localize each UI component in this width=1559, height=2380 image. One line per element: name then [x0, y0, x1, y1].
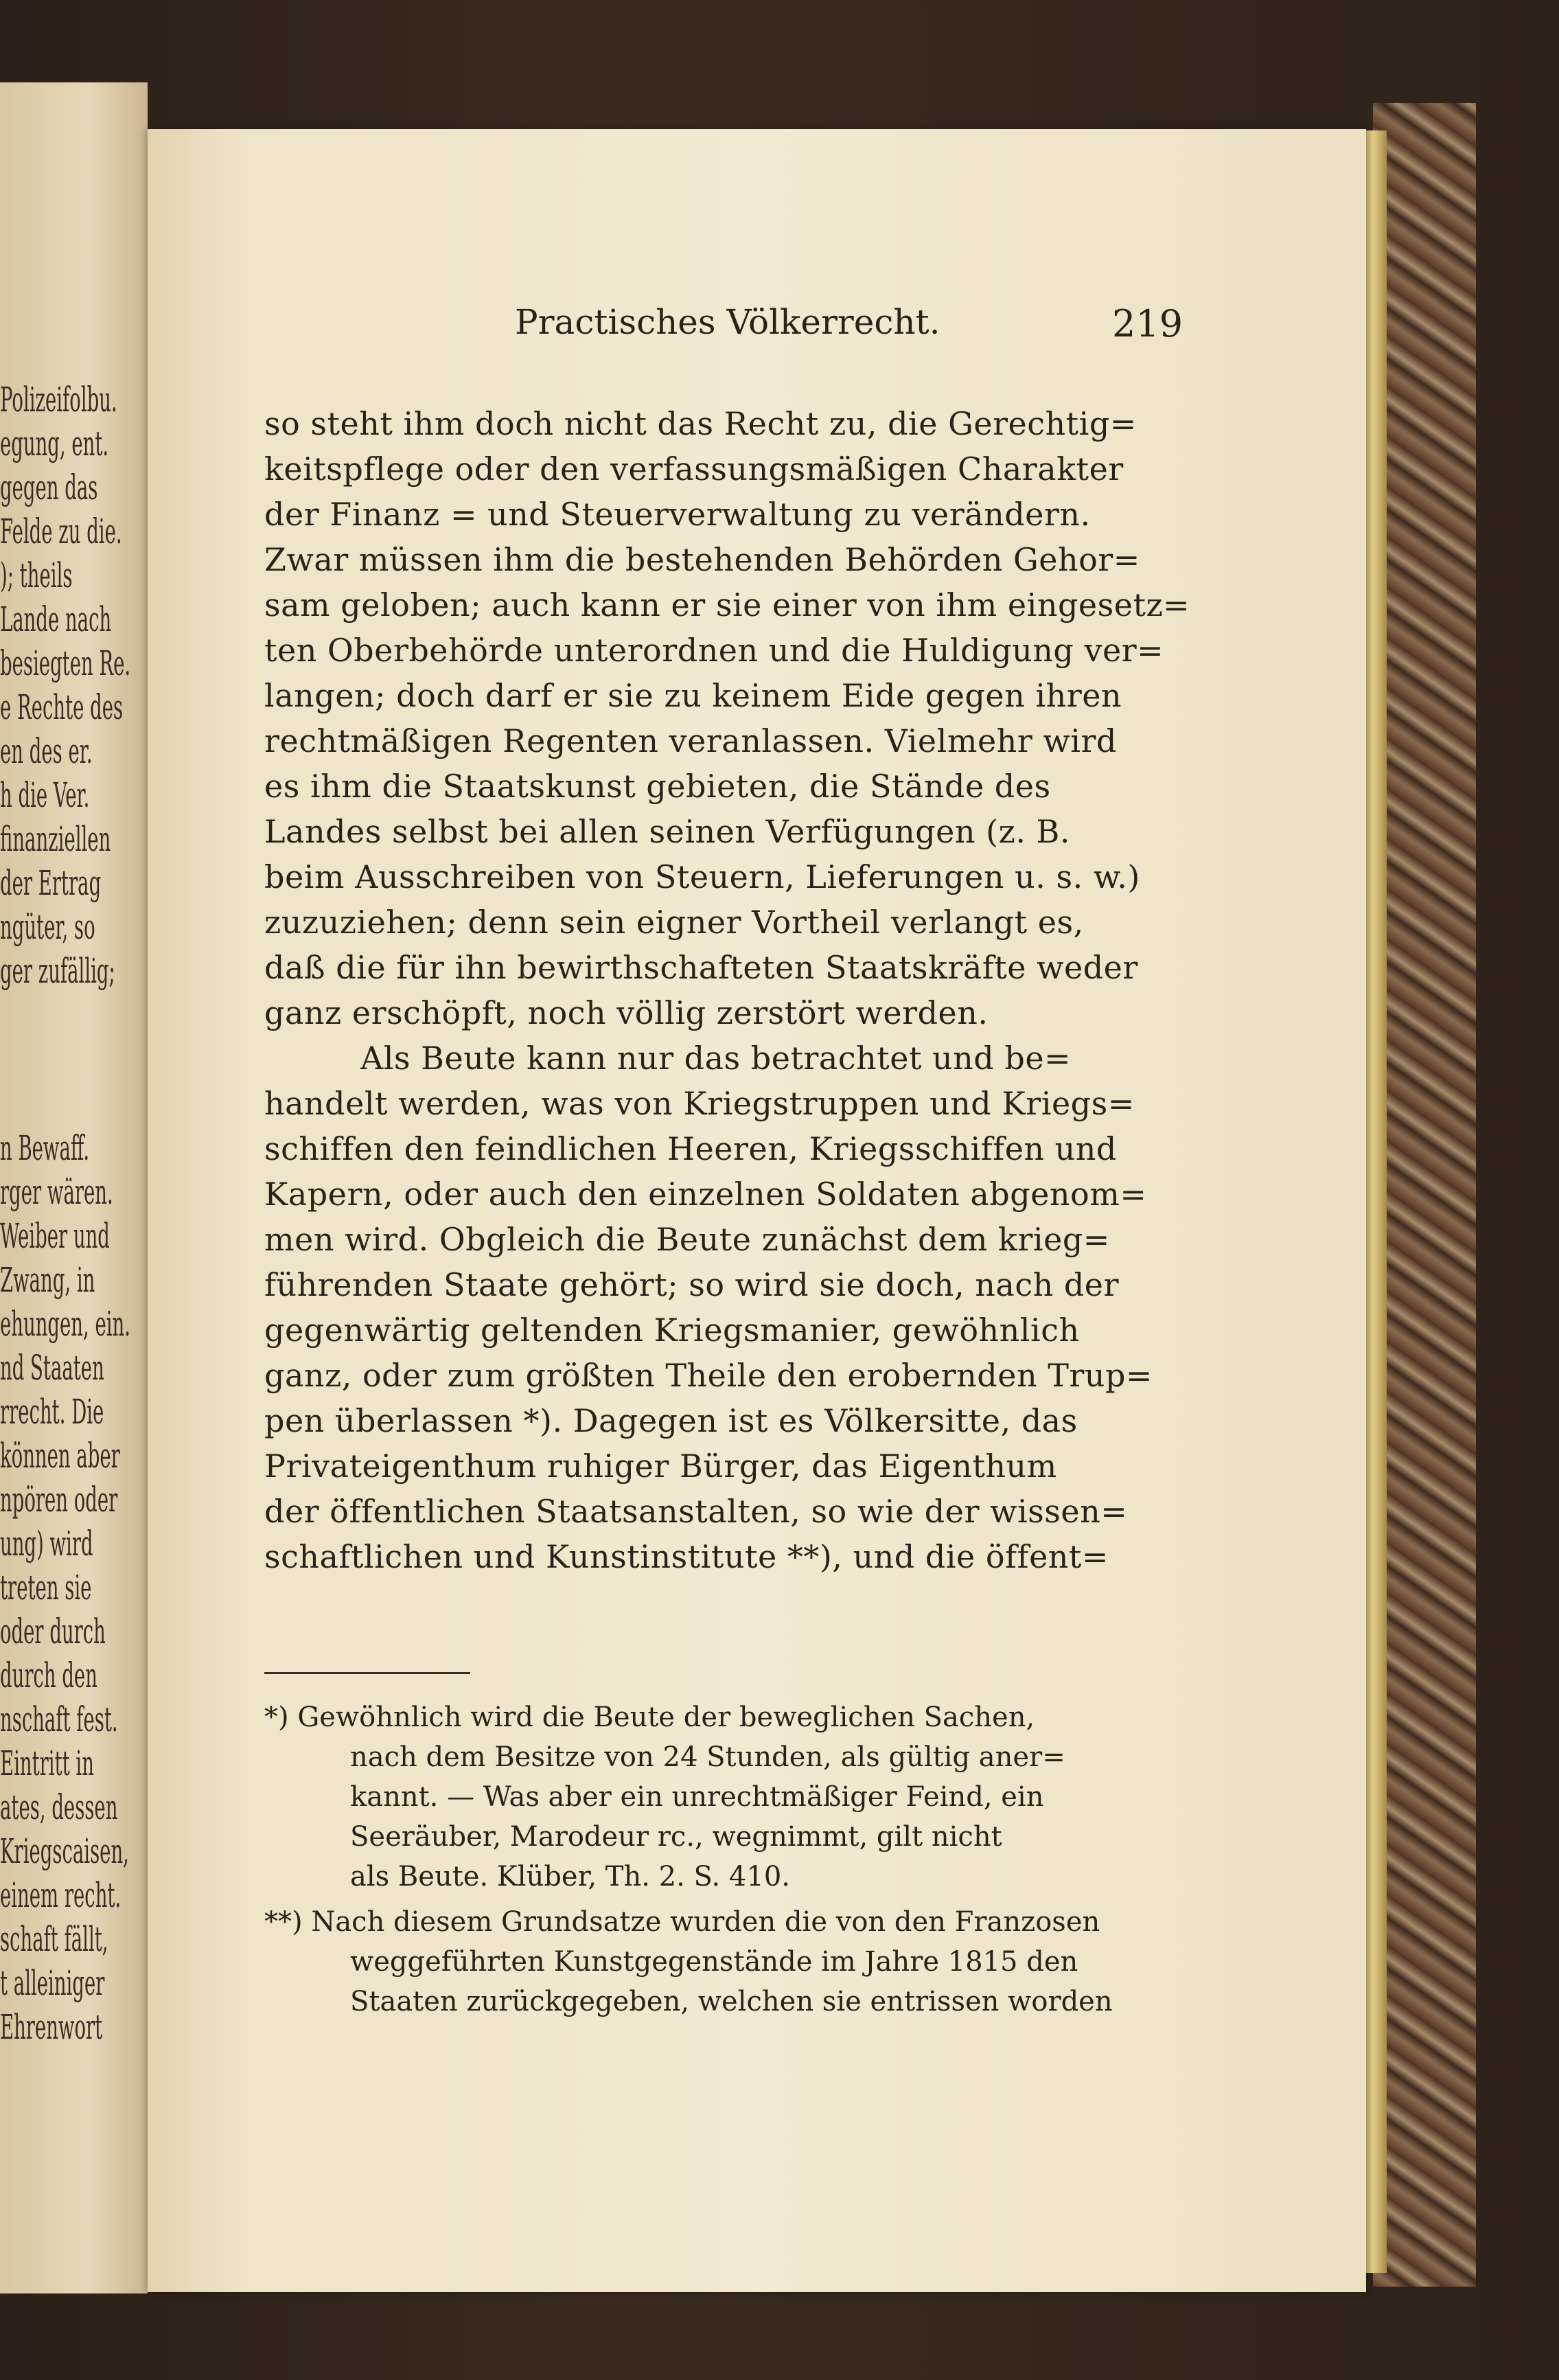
marbled-book-edge: [1373, 103, 1476, 2287]
left-page-fragment: gegen das: [0, 468, 98, 507]
left-page-fragment: Felde zu die.: [0, 512, 122, 551]
body-line: schaftlichen und Kunstinstitute **), und die öffent=: [264, 1538, 1109, 1575]
footnote-line: *) Gewöhnlich wird die Beute der beweglichen Sachen,: [264, 1702, 1035, 1733]
left-page-fragment: treten sie: [0, 1568, 92, 1607]
footnote-rule: [264, 1672, 470, 1674]
footnote-line: als Beute. Klüber, Th. 2. S. 410.: [350, 1861, 790, 1892]
left-page-fragment: Polizeifolbu.: [0, 380, 117, 420]
left-page-fragment: n Bewaff.: [0, 1128, 90, 1168]
body-line: der öffentlichen Staatsanstalten, so wie der wissen=: [264, 1493, 1128, 1530]
body-line: zuzuziehen; denn sein eigner Vortheil verlangt es,: [264, 904, 1084, 941]
body-line: rechtmäßigen Regenten veranlassen. Vielmehr wird: [264, 722, 1117, 759]
footnote-line: nach dem Besitze von 24 Stunden, als gültig aner=: [350, 1741, 1065, 1773]
page-header: [515, 302, 1201, 357]
left-page-fragment: ehungen, ein.: [0, 1304, 131, 1344]
body-line: ganz, oder zum größten Theile den erobernden Trup=: [264, 1357, 1153, 1394]
body-line: handelt werden, was von Kriegstruppen und Kriegs=: [264, 1085, 1135, 1122]
body-line: der Finanz = und Steuerverwaltung zu verändern.: [264, 496, 1091, 533]
left-page-fragment: e Rechte des: [0, 687, 124, 727]
left-page-fragment: finanziellen: [0, 819, 111, 859]
body-line: sam geloben; auch kann er sie einer von ihm eingesetz=: [264, 586, 1190, 623]
body-line: beim Ausschreiben von Steuern, Lieferungen u. s. w.): [264, 858, 1140, 895]
left-page-fragment: t alleiniger: [0, 1963, 105, 2003]
left-page-fragment: ngüter, so: [0, 907, 95, 947]
footnote-line: weggeführten Kunstgegenstände im Jahre 1815 den: [350, 1946, 1078, 1978]
body-line: schiffen den feindlichen Heeren, Kriegsschiffen und: [264, 1130, 1117, 1167]
body-line: keitspflege oder den verfassungsmäßigen Charakter: [264, 450, 1124, 488]
left-page-fragment: Zwang, in: [0, 1260, 95, 1300]
left-page-fragment: Lande nach: [0, 599, 112, 639]
footnote-line: kannt. — Was aber ein unrechtmäßiger Feind, ein: [350, 1781, 1044, 1813]
body-line: es ihm die Staatskunst gebieten, die Stände des: [264, 768, 1051, 805]
left-page-fragment: können aber: [0, 1436, 120, 1476]
body-line: men wird. Obgleich die Beute zunächst dem krieg=: [264, 1221, 1110, 1258]
left-page-fragment: Kriegscaisen,: [0, 1831, 129, 1871]
left-page-fragment: der Ertrag: [0, 863, 102, 903]
left-page-fragment: rger wären.: [0, 1172, 113, 1212]
left-page-fragment: npören oder: [0, 1480, 118, 1520]
left-page-fragment: ung) wird: [0, 1524, 93, 1564]
body-line: so steht ihm doch nicht das Recht zu, die Gerechtig=: [264, 405, 1137, 442]
left-page-fragment: ); theils: [0, 556, 73, 595]
body-line: Als Beute kann nur das betrachtet und be=: [360, 1040, 1072, 1077]
body-line: führenden Staate gehört; so wird sie doch, nach der: [264, 1266, 1120, 1303]
left-page-fragment: nschaft fest.: [0, 1700, 118, 1739]
left-page-fragment: Weiber und: [0, 1216, 110, 1256]
left-page-fragment: nd Staaten: [0, 1348, 104, 1388]
footnote-line: Staaten zurückgegeben, welchen sie entrissen worden: [350, 1986, 1113, 2017]
left-page-fragment: Ehrenwort: [0, 2007, 103, 2047]
body-line: Landes selbst bei allen seinen Verfügungen (z. B.: [264, 813, 1070, 850]
body-line: ganz erschöpft, noch völlig zerstört werden.: [264, 994, 989, 1031]
left-page-fragment: egung, ent.: [0, 424, 109, 464]
left-page-fragment: besiegten Re.: [0, 643, 131, 683]
body-line: Privateigenthum ruhiger Bürger, das Eigenthum: [264, 1448, 1057, 1485]
left-page-fragment: oder durch: [0, 1612, 106, 1651]
body-line: Zwar müssen ihm die bestehenden Behörden Gehor=: [264, 541, 1140, 578]
left-page-fragment: rrecht. Die: [0, 1392, 104, 1432]
body-line: pen überlassen *). Dagegen ist es Völkersitte, das: [264, 1402, 1078, 1439]
left-page-fragment: durch den: [0, 1656, 97, 1695]
left-page-fragment: h die Ver.: [0, 775, 90, 815]
left-page-fragment: Eintritt in: [0, 1743, 94, 1783]
body-line: ten Oberbehörde unterordnen und die Huldigung ver=: [264, 632, 1164, 669]
body-line: Kapern, oder auch den einzelnen Soldaten abgenom=: [264, 1176, 1147, 1213]
body-line: gegenwärtig geltenden Kriegsmanier, gewöhnlich: [264, 1312, 1080, 1349]
footnote-line: Seeräuber, Marodeur rc., wegnimmt, gilt nicht: [350, 1821, 1002, 1853]
left-page-fragment: einem recht.: [0, 1875, 122, 1915]
left-page-fragment: en des er.: [0, 731, 93, 771]
left-page-fragment: ates, dessen: [0, 1787, 118, 1827]
footnote-line: **) Nach diesem Grundsatze wurden die von den Franzosen: [264, 1906, 1100, 1938]
page-number: 219: [1112, 302, 1183, 345]
left-page-fragment: ger zufällig;: [0, 951, 115, 991]
body-line: langen; doch darf er sie zu keinem Eide gegen ihren: [264, 677, 1122, 714]
running-head: Practisches Völkerrecht.: [515, 302, 940, 342]
previous-page-edge: [0, 82, 148, 2293]
left-page-fragment: schaft fällt,: [0, 1919, 108, 1959]
body-line: daß die für ihn bewirthschafteten Staatskräfte weder: [264, 949, 1138, 986]
